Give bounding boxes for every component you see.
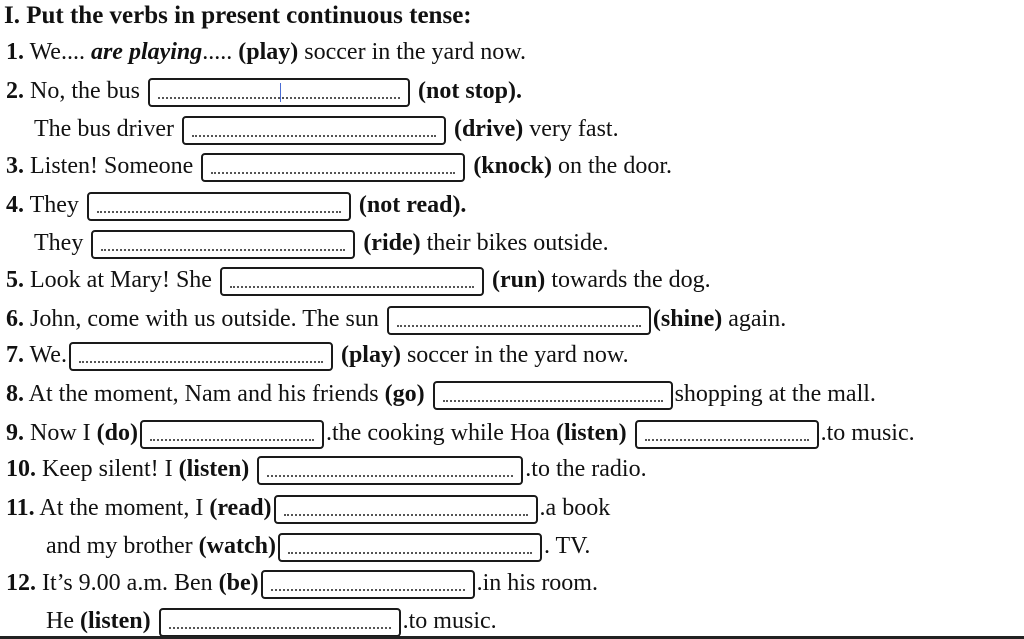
verb-hint: (listen) bbox=[555, 420, 627, 446]
answer-input[interactable] bbox=[148, 78, 410, 107]
answer-input[interactable] bbox=[274, 495, 538, 524]
question-2b bbox=[34, 115, 619, 145]
verb-hint: (read) bbox=[209, 495, 272, 521]
verb-hint: (drive) bbox=[453, 116, 524, 142]
text: The bus driver bbox=[34, 116, 180, 142]
verb-hint: (watch) bbox=[198, 533, 276, 559]
answer-input[interactable] bbox=[261, 570, 475, 599]
answer-input[interactable] bbox=[69, 342, 333, 371]
answer-input[interactable] bbox=[91, 230, 355, 259]
text: Look at Mary! She bbox=[24, 267, 218, 293]
text: They bbox=[34, 230, 90, 256]
text: It’s 9.00 a.m. Ben bbox=[36, 570, 219, 596]
verb-hint: (do) bbox=[96, 420, 138, 446]
question-number: 8. bbox=[6, 381, 24, 407]
text: .to the radio. bbox=[525, 456, 647, 482]
verb-hint: (ride) bbox=[363, 230, 421, 256]
verb-hint: (be) bbox=[218, 570, 259, 596]
answer-input[interactable] bbox=[87, 192, 351, 221]
answer-input[interactable] bbox=[635, 420, 819, 449]
verb-hint: (listen) bbox=[178, 456, 250, 482]
verb-hint: (play) bbox=[340, 342, 401, 368]
text: and my brother bbox=[46, 533, 199, 559]
verb-hint: (not stop). bbox=[418, 78, 523, 104]
question-5 bbox=[6, 266, 711, 296]
question-4 bbox=[6, 191, 466, 221]
text: .to music. bbox=[820, 420, 915, 446]
text: At the moment, Nam and his friends bbox=[24, 381, 385, 407]
verb-hint: (listen) bbox=[79, 608, 151, 634]
answer-input[interactable] bbox=[387, 306, 651, 335]
text: towards the dog. bbox=[545, 267, 711, 293]
question-number: 1. bbox=[6, 39, 24, 65]
text: .in his room. bbox=[476, 570, 598, 596]
question-number: 9. bbox=[6, 420, 24, 446]
question-number: 2. bbox=[6, 78, 24, 104]
text: ..... bbox=[202, 39, 239, 65]
text: soccer in the yard now. bbox=[400, 342, 629, 368]
text: Now I bbox=[24, 420, 97, 446]
verb-hint: (go) bbox=[384, 381, 425, 407]
question-3 bbox=[6, 152, 672, 182]
text: No, the bus bbox=[24, 78, 146, 104]
question-number: 10. bbox=[6, 456, 36, 482]
question-number: 11. bbox=[6, 495, 35, 521]
exercise-title: I. Put the verbs in present continuous tense: bbox=[4, 2, 472, 29]
text: We. bbox=[24, 342, 67, 368]
text: At the moment, I bbox=[34, 495, 210, 521]
question-9 bbox=[6, 419, 915, 449]
text: .the cooking while Hoa bbox=[326, 420, 556, 446]
text: soccer in the yard now. bbox=[298, 39, 526, 65]
question-6 bbox=[6, 305, 786, 335]
answer-input[interactable] bbox=[201, 153, 465, 182]
question-10 bbox=[6, 455, 647, 485]
verb-hint: (run) bbox=[491, 267, 546, 293]
answer-input[interactable] bbox=[220, 267, 484, 296]
answer-input[interactable] bbox=[278, 533, 542, 562]
question-7 bbox=[6, 341, 629, 371]
question-1 bbox=[6, 38, 526, 66]
text: We.... bbox=[24, 39, 91, 65]
question-number: 4. bbox=[6, 192, 24, 218]
answer-input[interactable] bbox=[140, 420, 324, 449]
verb-hint: (not read). bbox=[358, 192, 467, 218]
text: John, come with us outside. The sun bbox=[24, 306, 385, 332]
text: on the door. bbox=[552, 153, 672, 179]
verb-hint: (play) bbox=[238, 39, 299, 65]
question-11 bbox=[6, 494, 610, 524]
text: .a book bbox=[539, 495, 611, 521]
question-number: 3. bbox=[6, 153, 24, 179]
question-8 bbox=[6, 380, 876, 410]
answer-input[interactable] bbox=[159, 608, 401, 637]
question-11b bbox=[46, 532, 590, 562]
answer-text: are playing bbox=[90, 39, 203, 65]
verb-hint: (knock) bbox=[473, 153, 552, 179]
text: He bbox=[46, 608, 80, 634]
answer-input[interactable] bbox=[182, 116, 446, 145]
question-12b bbox=[46, 607, 497, 637]
text: Listen! Someone bbox=[24, 153, 200, 179]
text: They bbox=[24, 192, 85, 218]
text: .to music. bbox=[402, 608, 497, 634]
question-number: 6. bbox=[6, 306, 24, 332]
text: very fast. bbox=[523, 116, 619, 142]
text: . TV. bbox=[543, 533, 591, 559]
question-4b bbox=[34, 229, 609, 259]
question-number: 5. bbox=[6, 267, 24, 293]
text: shopping at the mall. bbox=[674, 381, 876, 407]
question-12 bbox=[6, 569, 598, 599]
text: their bikes outside. bbox=[420, 230, 609, 256]
question-number: 7. bbox=[6, 342, 24, 368]
answer-input[interactable] bbox=[433, 381, 673, 410]
text-cursor bbox=[280, 83, 281, 102]
text: again. bbox=[722, 306, 787, 332]
verb-hint: (shine) bbox=[652, 306, 723, 332]
question-2 bbox=[6, 77, 522, 107]
text: Keep silent! I bbox=[36, 456, 179, 482]
question-number: 12. bbox=[6, 570, 36, 596]
answer-input[interactable] bbox=[257, 456, 523, 485]
